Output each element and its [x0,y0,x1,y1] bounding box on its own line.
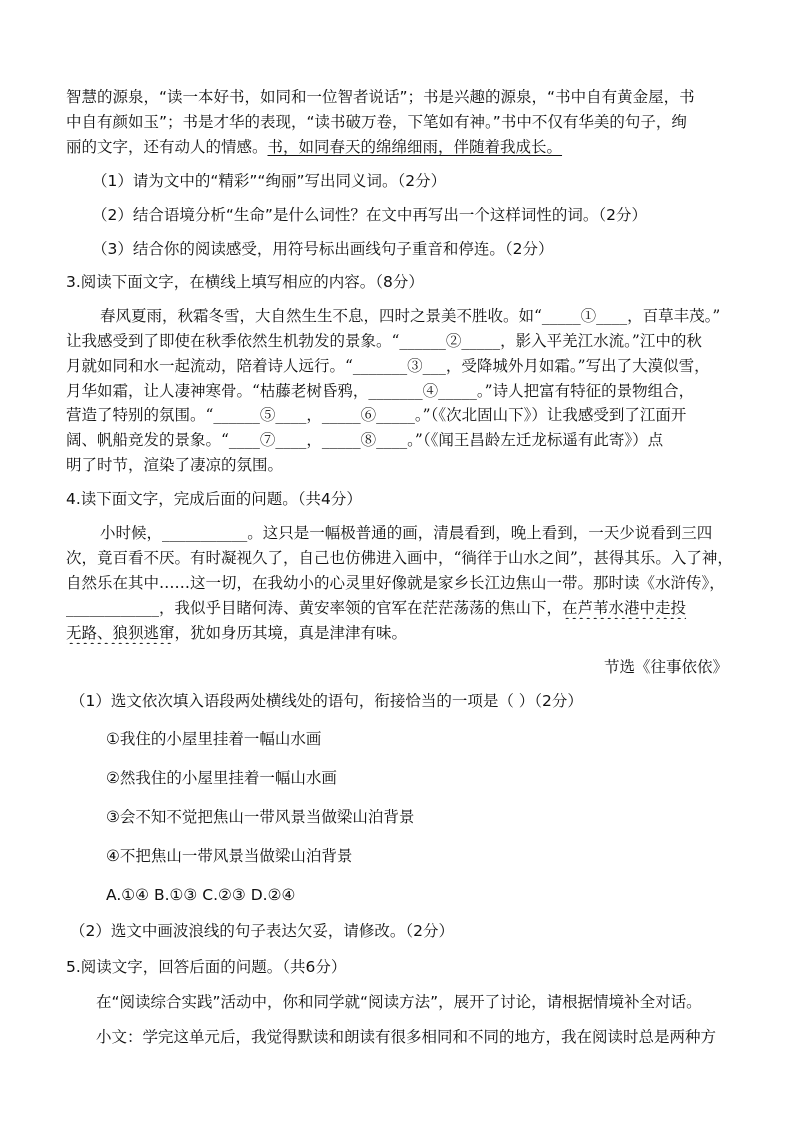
q4-line-3: 自然乐在其中……这一切，在我幼小的心灵里好像就是家乡长江边焦山一带。那时读《水浒传》， [66,574,725,592]
passage-line-3 [66,136,746,158]
passage-line-3-text: 丽的文字，还有动人的情感。 [66,138,268,156]
q5-line-2: 小文：学完这单元后，我觉得默读和朗读有很多相同和不同的地方，我在阅读时总是两种方 [96,1028,717,1046]
q4-option-3: ③会不知不觉把焦山一带风景当做梁山泊背景 [106,808,415,826]
q3-line-3: 月就如同和水一起流动，陪着诗人远行。“_______③___，受降城外月如霜。”写出了大漠似雪， [66,357,710,375]
wavy-sentence-part-1: 在芦苇水港中走投 [562,599,687,617]
q4-option-1: ①我住的小屋里挂着一幅山水画 [106,730,322,748]
q3-line-6: 阔、帆船竞发的景象。“____⑦____，_____⑧____。”（《闻王昌龄左迁龙标遥有此寄》）点 [66,431,664,449]
q4-line-5 [66,622,746,644]
q5-title: 5.阅读文字，回答后面的问题。（共6分） [66,958,347,976]
q4-line-2: 次，竟百看不厌。有时凝视久了，自己也仿佛进入画中，“徜徉于山水之间”，甚得其乐。入了神， [66,549,733,567]
q4-sub1: （1）选文依次填入语段两处横线处的语句，衔接恰当的一项是（ ）（2分） [70,692,583,710]
q4-line-4 [66,597,746,619]
q4-option-2: ②然我住的小屋里挂着一幅山水画 [106,769,337,787]
q4-source: 节选《往事依依》 [603,658,728,676]
q4-option-4: ④不把焦山一带风景当做梁山泊背景 [106,847,353,865]
wavy-sentence-part-2: 无路、狼狈逃窜 [66,624,175,642]
passage-line-1: 智慧的源泉，“读一本好书，如同和一位智者说话”；书是兴趣的源泉，“书中自有黄金屋，书 [66,88,695,106]
q3-line-1: 春风夏雨，秋霜冬雪，大自然生生不息，四时之景美不胜收。如“_____①____，百草丰茂。” [100,307,721,325]
q4-line-4-text: ____________，我似乎目睹何涛、黄安率领的官军在茫茫荡荡的焦山下， [66,599,563,617]
q2-sub2: （2）结合语境分析“生命”是什么词性？在文中再写出一个这样词性的词。（2分） [92,206,648,224]
q3-line-7: 明了时节，渲染了凄凉的氛围。 [66,456,284,474]
q3-line-5: 营造了特别的氛围。“______⑤____，_____⑥_____。”（《次北固山下》）让我感受到了江面开 [66,406,687,424]
q3-line-2: 让我感受到了即使在秋季依然生机勃发的景象。“______②_____，影入平羌江水流。”江中的秋 [66,332,702,350]
q4-title: 4.读下面文字，完成后面的问题。（共4分） [66,490,362,508]
q3-line-4: 月华如霜，让人凄神寒骨。“枯藤老树昏鸦，_______④_____。”诗人把富有特征的景物组合， [66,382,695,400]
q4-line-5-text: ，犹如身历其境，真是津津有味。 [174,624,408,642]
passage-line-2: 中自有颜如玉”；书是才华的表现，“读书破万卷，下笔如有神。”书中不仅有华美的句子，绚 [66,113,687,131]
q3-title: 3.阅读下面文字，在横线上填写相应的内容。（8分） [66,273,424,291]
q2-sub3: （3）结合你的阅读感受，用符号标出画线句子重音和停连。（2分） [92,240,554,258]
q4-sub2: （2）选文中画波浪线的句子表达欠妥，请修改。（2分） [70,922,454,940]
underlined-sentence: 书，如同春天的绵绵细雨，伴随着我成长。 [267,138,563,156]
q4-line-1: 小时候，___________。这只是一幅极普通的画，清晨看到，晚上看到，一天少说看到三四 [100,524,713,542]
q5-line-1: 在“阅读综合实践”活动中，你和同学就“阅读方法”，展开了讨论，请根据情境补全对话。 [96,993,702,1011]
q2-sub1: （1）请为文中的“精彩”“绚丽”写出同义词。（2分） [92,172,447,190]
q4-choices: A.①④ B.①③ C.②③ D.②④ [106,886,296,904]
